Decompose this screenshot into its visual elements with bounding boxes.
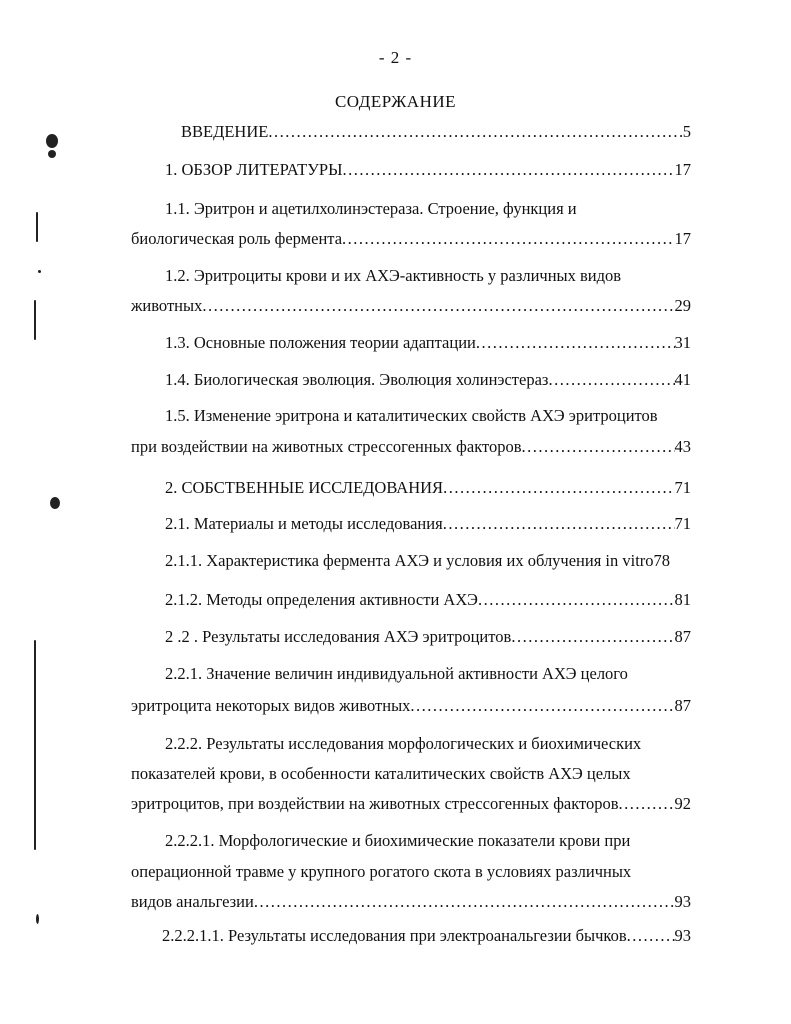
toc-entry-line: 2.2.2.1. Морфологические и биохимические показатели крови при bbox=[165, 831, 631, 850]
toc-entry-own-research bbox=[165, 478, 691, 498]
toc-entry-page: 17 bbox=[674, 229, 691, 248]
toc-entry-label: 1.3. Основные положения теории адаптации bbox=[165, 333, 476, 352]
toc-leader-dots bbox=[202, 296, 674, 316]
toc-leader-dots bbox=[627, 926, 675, 946]
toc-entry-label: эритроцита некоторых видов животных bbox=[131, 696, 411, 715]
toc-entry-page: 71 bbox=[674, 478, 691, 497]
toc-leader-dots bbox=[548, 370, 674, 390]
toc-leader-dots bbox=[511, 627, 674, 647]
toc-entry-page: 93 bbox=[674, 892, 691, 911]
toc-entry-page: 87 bbox=[674, 696, 691, 715]
toc-entry-1-5 bbox=[131, 437, 691, 457]
toc-entry-label: биологическая роль фермента bbox=[131, 229, 343, 248]
toc-leader-dots bbox=[522, 437, 675, 457]
toc-leader-dots bbox=[342, 229, 674, 249]
toc-leader-dots bbox=[443, 478, 674, 498]
toc-entry-page: 43 bbox=[674, 437, 691, 456]
toc-entry-2-1-2 bbox=[165, 590, 691, 610]
toc-entry-1-3 bbox=[165, 333, 691, 353]
toc-entry-label: ВВЕДЕНИЕ bbox=[181, 122, 269, 141]
toc-entry-2-2-2-1 bbox=[131, 892, 691, 912]
toc-entry-label: животных bbox=[131, 296, 203, 315]
toc-entry-label: 1. ОБЗОР ЛИТЕРАТУРЫ bbox=[165, 160, 343, 179]
toc-entry-introduction bbox=[181, 122, 691, 142]
toc-entry-page: 41 bbox=[674, 370, 691, 389]
toc-entry-label: 2.2.2.1.1. Результаты исследования при электроанальгезии бычков bbox=[162, 926, 627, 945]
toc-entry-page: 92 bbox=[674, 794, 691, 813]
toc-leader-dots bbox=[268, 122, 682, 142]
toc-entry-2-2-2-1-1 bbox=[162, 926, 691, 946]
toc-entry-label: 1.4. Биологическая эволюция. Эволюция холинэстераз bbox=[165, 370, 549, 389]
toc-entry-2-1-1: 2.1.1. Характеристика фермента АХЭ и условия их облучения in vitro78 bbox=[165, 551, 671, 570]
toc-entry-label: видов анальгезии bbox=[131, 892, 254, 911]
toc-leader-dots bbox=[410, 696, 674, 716]
toc-entry-literature-review bbox=[165, 160, 691, 180]
toc-leader-dots bbox=[478, 590, 675, 610]
toc-leader-dots bbox=[619, 794, 675, 814]
toc-entry-line: 2.2.1. Значение величин индивидуальной активности АХЭ целого bbox=[165, 664, 628, 683]
toc-entry-page: 81 bbox=[674, 590, 691, 609]
toc-entry-1-4 bbox=[165, 370, 691, 390]
toc-entry-label: 2 .2 . Результаты исследования АХЭ эритроцитов bbox=[165, 627, 512, 646]
toc-entry-2-2 bbox=[165, 627, 691, 647]
toc-entry-line: 1.2. Эритроциты крови и их АХЭ-активность у различных видов bbox=[165, 266, 622, 285]
toc-entry-line: операционной травме у крупного рогатого скота в условиях различных bbox=[131, 862, 632, 881]
toc-leader-dots bbox=[254, 892, 675, 912]
toc-entry-line: показателей крови, в особенности каталитических свойств АХЭ целых bbox=[131, 764, 631, 783]
toc-entry-page: 29 bbox=[674, 296, 691, 315]
toc-entry-page: 17 bbox=[674, 160, 691, 179]
toc-entry-line: 1.5. Изменение эритрона и каталитических свойств АХЭ эритроцитов bbox=[165, 406, 658, 425]
toc-leader-dots bbox=[476, 333, 675, 353]
toc-entry-line: 1.1. Эритрон и ацетилхолинэстераза. Строение, функция и bbox=[165, 199, 577, 218]
toc-entry-line: 2.2.2. Результаты исследования морфологических и биохимических bbox=[165, 734, 642, 753]
toc-entry-page: 87 bbox=[674, 627, 691, 646]
toc-entry-2-2-2 bbox=[131, 794, 691, 814]
toc-title: СОДЕРЖАНИЕ bbox=[334, 92, 457, 111]
toc-entry-page: 71 bbox=[674, 514, 691, 533]
toc-entry-2-1 bbox=[165, 514, 691, 534]
toc-entry-1-1 bbox=[131, 229, 691, 249]
toc-leader-dots bbox=[443, 514, 675, 534]
toc-entry-label: 2.1.2. Методы определения активности АХЭ bbox=[165, 590, 478, 609]
toc-entry-page: 93 bbox=[674, 926, 691, 945]
page-number: - 2 - bbox=[378, 48, 413, 67]
toc-entry-1-2 bbox=[131, 296, 691, 316]
toc-entry-page: 31 bbox=[674, 333, 691, 352]
toc-entry-page: 5 bbox=[682, 122, 691, 141]
toc-entry-label: эритроцитов, при воздействии на животных стрессогенных факторов bbox=[131, 794, 619, 813]
toc-entry-label: при воздействии на животных стрессогенных факторов bbox=[131, 437, 522, 456]
toc-entry-label: 2. СОБСТВЕННЫЕ ИССЛЕДОВАНИЯ bbox=[165, 478, 444, 497]
toc-entry-label: 2.1. Материалы и методы исследования bbox=[165, 514, 443, 533]
toc-entry-2-2-1 bbox=[131, 696, 691, 716]
toc-leader-dots bbox=[343, 160, 675, 180]
